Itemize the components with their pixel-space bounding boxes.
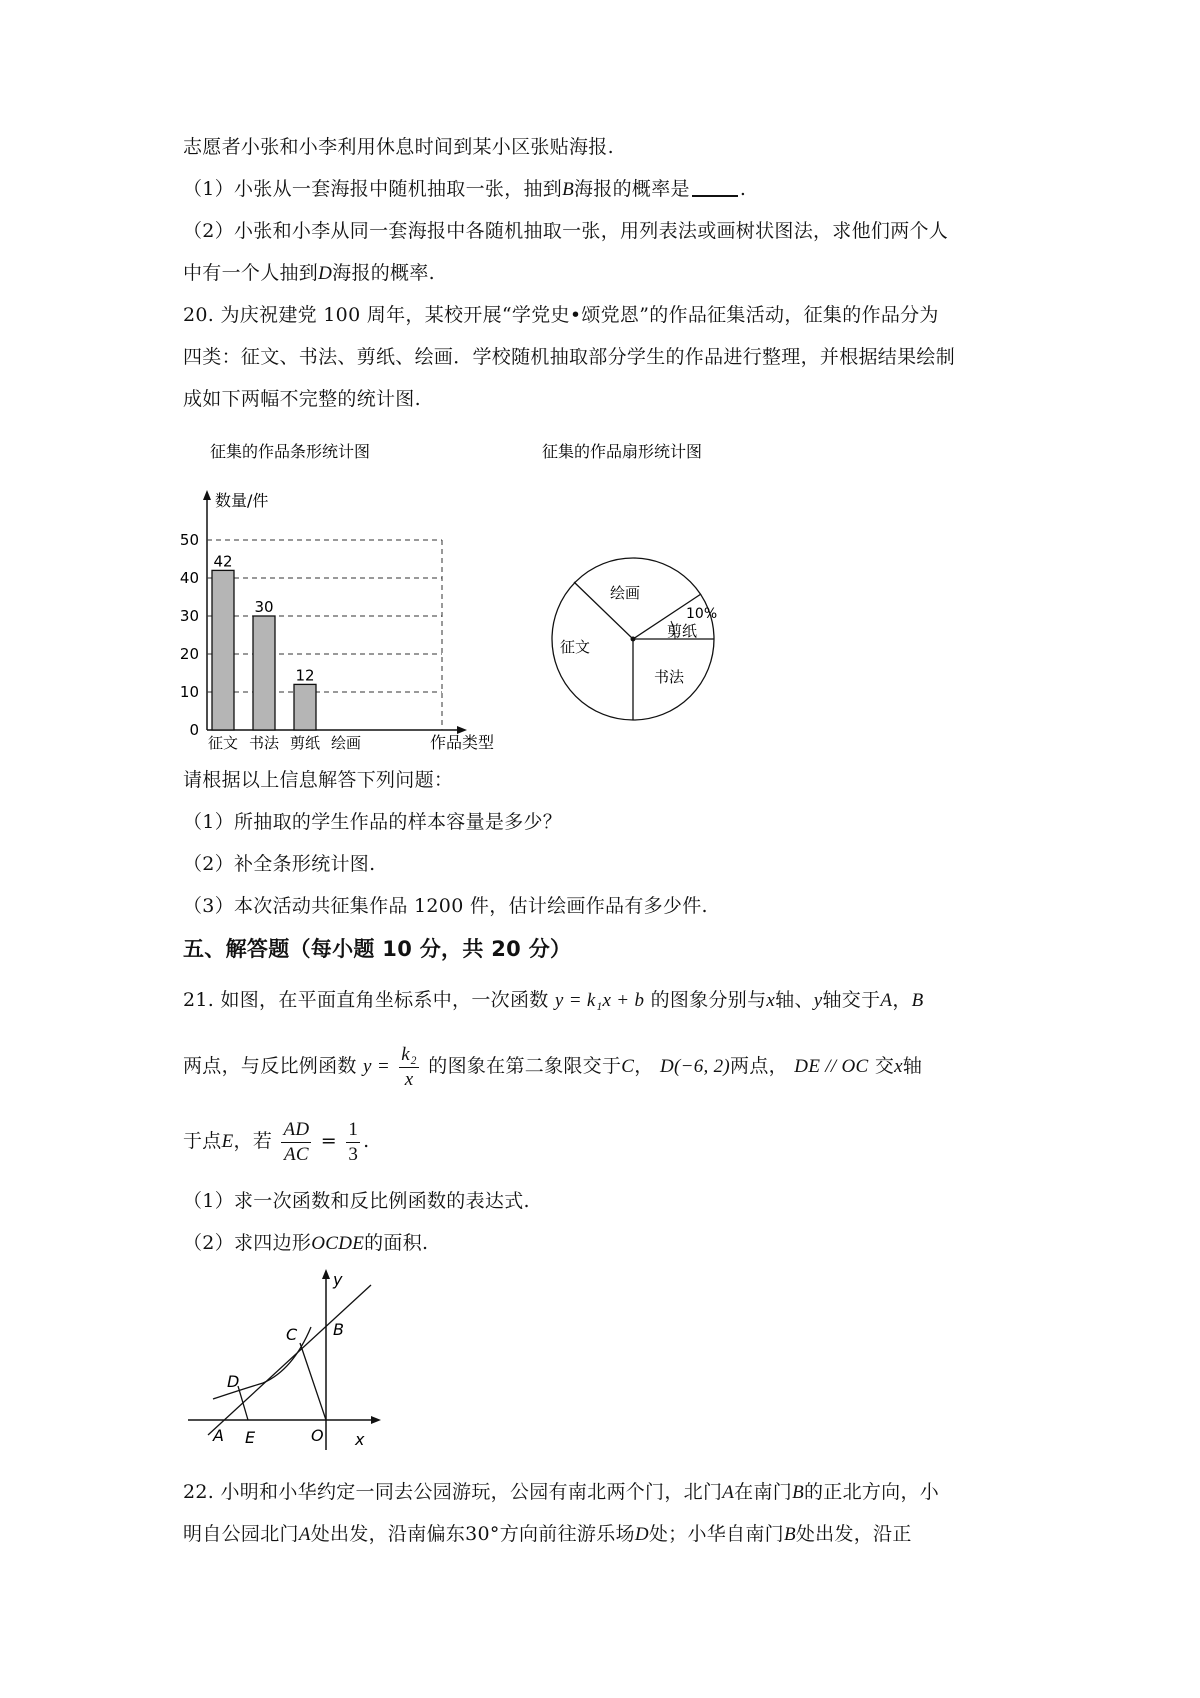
bar-value-label: 30	[254, 598, 274, 616]
y-tick-label: 50	[179, 531, 199, 549]
pie-label-percent: 10%	[686, 606, 718, 622]
answer-blank	[692, 177, 738, 197]
bar-value-label: 42	[213, 552, 233, 571]
q21-figure	[183, 1265, 403, 1455]
q22-line2: 明自公园北门A处出发，沿南偏东30°方向前往游乐场D处；小华自南门B处出发，沿正	[183, 1523, 912, 1545]
q21-line2: 两点，与反比例函数 y = $\frac{\text{k₂}}{x}$ 的图象在第二象限交于C， D(−6, 2)两点， DE // OC 交x轴	[183, 1043, 923, 1090]
pie-label-calligraphy: 书法	[654, 668, 685, 686]
q20-after: 请根据以上信息解答下列问题：	[183, 769, 454, 791]
fraction-ad-over-ac: $\frac{AD}{AC}$	[283, 1118, 310, 1165]
fig-label-x: x	[355, 1430, 365, 1449]
x-category-label: 绘画	[330, 734, 362, 752]
bar-chart	[179, 430, 515, 760]
q20-sub2: （2）补全条形统计图.	[183, 853, 376, 875]
y-axis-label: 数量/件	[215, 491, 269, 510]
bar	[212, 570, 234, 730]
y-tick-label: 0	[189, 721, 199, 739]
pie-chart	[530, 430, 830, 730]
x-axis-label: 作品类型	[430, 733, 495, 752]
q22-line1: 22. 小明和小华约定一同去公园游玩，公园有南北两个门，北门A在南门B的正北方向，小	[183, 1481, 940, 1503]
fig-label-y: y	[333, 1270, 343, 1289]
pie-label-papercut: 剪纸	[667, 622, 698, 640]
section-title: 五、解答题（每小题 10 分，共 20 分）	[183, 937, 572, 961]
x-category-label: 征文	[207, 734, 239, 752]
bar	[253, 616, 275, 730]
fig-label-B: B	[333, 1320, 344, 1339]
q21-sub1: （1）求一次函数和反比例函数的表达式.	[183, 1190, 530, 1212]
pie-label-painting: 绘画	[610, 584, 641, 602]
q20-line3: 成如下两幅不完整的统计图.	[183, 388, 421, 410]
q19-part2-line1: （2）小张和小李从同一套海报中各随机抽取一张，用列表法或画树状图法，求他们两个人	[183, 220, 949, 242]
bar	[294, 684, 316, 730]
y-tick-label: 40	[179, 569, 199, 587]
bar-chart-title: 征集的作品条形统计图	[210, 442, 371, 461]
q21-line3: 于点E，若 $\frac{AD}{AC}$ = $\frac{1}{3}$ .	[183, 1118, 370, 1165]
fig-label-D: D	[227, 1372, 240, 1391]
q20-line1: 20. 为庆祝建党 100 周年，某校开展“学党史•颂党恩”的作品征集活动，征集的作品分为	[183, 304, 939, 326]
fig-label-C: C	[286, 1325, 298, 1344]
y-tick-label: 10	[179, 683, 199, 701]
q19-intro: 志愿者小张和小李利用休息时间到某小区张贴海报.	[183, 136, 614, 158]
q19-part2-line2: 中有一个人抽到D海报的概率.	[183, 262, 435, 284]
x-category-label: 剪纸	[289, 734, 321, 752]
pie-chart-title: 征集的作品扇形统计图	[542, 442, 703, 461]
q20-sub3: （3）本次活动共征集作品 1200 件，估计绘画作品有多少件.	[183, 895, 708, 917]
q20-sub1: （1）所抽取的学生作品的样本容量是多少？	[183, 811, 563, 833]
q20-line2: 四类：征文、书法、剪纸、绘画．学校随机抽取部分学生的作品进行整理，并根据结果绘制	[183, 346, 956, 368]
fraction-k2-over-x: $\frac{\text{k₂}}{x}$	[401, 1043, 417, 1090]
fig-label-E: E	[245, 1428, 256, 1447]
q21-sub2: （2）求四边形OCDE的面积.	[183, 1232, 429, 1254]
fraction-one-third: $\frac{1}{3}$	[348, 1118, 359, 1165]
pie-label-essay: 征文	[560, 638, 591, 656]
q21-line1: 21. 如图，在平面直角坐标系中，一次函数 y = k₁x + b 的图象分别与x轴、y轴交于A，B	[183, 989, 924, 1011]
y-tick-label: 20	[179, 645, 199, 663]
x-category-label: 书法	[248, 734, 280, 752]
y-tick-label: 30	[179, 607, 199, 625]
fig-label-A: A	[213, 1426, 224, 1445]
q19-part1: （1）小张从一套海报中随机抽取一张，抽到B海报的概率是 .	[183, 178, 747, 200]
bar-value-label: 12	[295, 666, 315, 685]
fig-label-O: O	[311, 1426, 324, 1445]
